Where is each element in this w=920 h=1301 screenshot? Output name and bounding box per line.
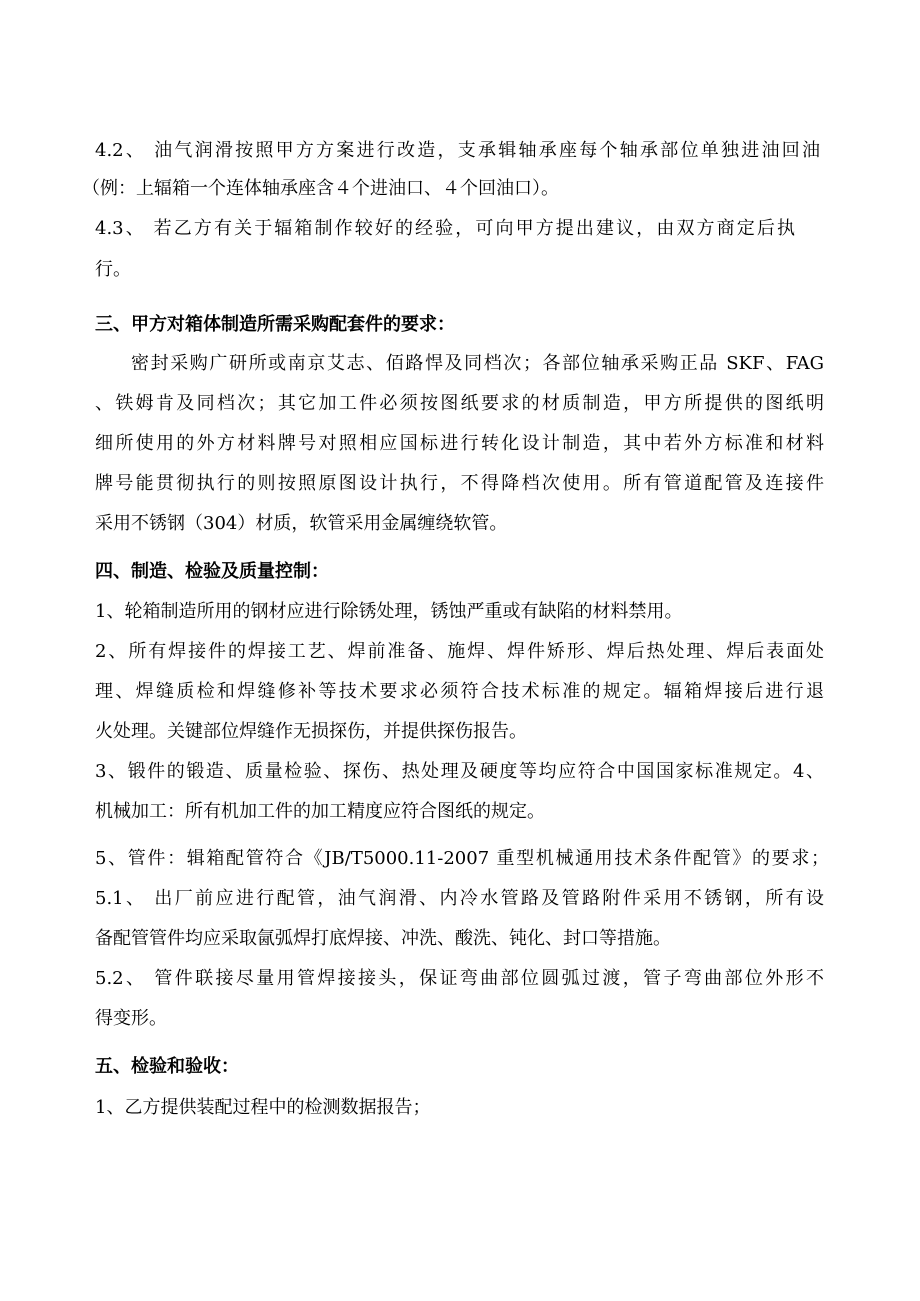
item-2-line-2: 理、焊缝质检和焊缝修补等技术要求必须符合技术标准的规定。辐箱焊接后进行退 xyxy=(95,681,824,702)
heading-section-3: 三、甲方对箱体制造所需采购配套件的要求： xyxy=(95,314,455,335)
heading-section-5: 五、检验和验收： xyxy=(95,1056,239,1077)
item-2-line-3: 火处理。关键部位焊缝作无损探伤，并提供探伤报告。 xyxy=(95,721,527,742)
item-3-line-2: 机械加工：所有机加工件的加工精度应符合图纸的规定。 xyxy=(95,801,545,822)
item-5-1-line-2: 备配管管件均应采取氤弧焊打底焊接、冲洗、酸洗、钝化、封口等措施。 xyxy=(95,928,671,949)
item-5-1-line-1: 5.1、 出厂前应进行配管，油气润滑、内冷水管路及管路附件采用不锈钢，所有设 xyxy=(95,888,824,909)
section-4-2-line-1: 4.2、 油气润滑按照甲方方案进行改造，支承辑轴承座每个轴承部位单独进油回油 xyxy=(95,140,820,161)
paragraph-3-line-3: 细所使用的外方材料牌号对照相应国标进行转化设计制造，其中若外方标准和材料 xyxy=(95,433,824,454)
heading-section-4: 四、制造、检验及质量控制： xyxy=(95,561,329,582)
item-5: 5、管件：辑箱配管符合《JB/T5000.11-2007 重型机械通用技术条件配管》的要求； xyxy=(95,848,829,869)
paragraph-3-line-5: 采用不锈钢（304）材质，软管采用金属缠绕软管。 xyxy=(95,513,508,534)
item-2-line-1: 2、所有焊接件的焊接工艺、焊前准备、施焊、焊件矫形、焊后热处理、焊后表面处 xyxy=(95,641,824,662)
item-5-2-line-1: 5.2、 管件联接尽量用管焊接接头，保证弯曲部位圆弧过渡，管子弯曲部位外形不 xyxy=(95,968,824,989)
section-4-3-line-1: 4.3、 若乙方有关于辐箱制作较好的经验，可向甲方提出建议，由双方商定后执 xyxy=(95,218,795,239)
section-4-2-line-2: （例：上辐箱一个连体轴承座含４个进油口、４个回油口）。 xyxy=(82,178,559,199)
paragraph-3-line-2: 、铁姆肯及同档次；其它加工件必须按图纸要求的材质制造，甲方所提供的图纸明 xyxy=(95,393,824,414)
acceptance-item-1: 1、乙方提供装配过程中的检测数据报告； xyxy=(95,1097,431,1118)
item-5-2-line-2: 得变形。 xyxy=(95,1008,167,1029)
section-4-3-line-2: 行。 xyxy=(95,259,131,280)
item-3-line-1: 3、锻件的锻造、质量检验、探伤、热处理及硬度等均应符合中国国家标准规定。4、 xyxy=(95,761,824,782)
item-1: 1、轮箱制造所用的钢材应进行除锈处理，锈蚀严重或有缺陷的材料禁用。 xyxy=(95,601,683,622)
paragraph-3-line-4: 牌号能贯彻执行的则按照原图设计执行，不得降档次使用。所有管道配管及连接件 xyxy=(95,473,824,494)
paragraph-3-line-1: 密封采购广研所或南京艾志、佰路悍及同档次；各部位轴承采购正品 SKF、FAG xyxy=(131,353,824,374)
